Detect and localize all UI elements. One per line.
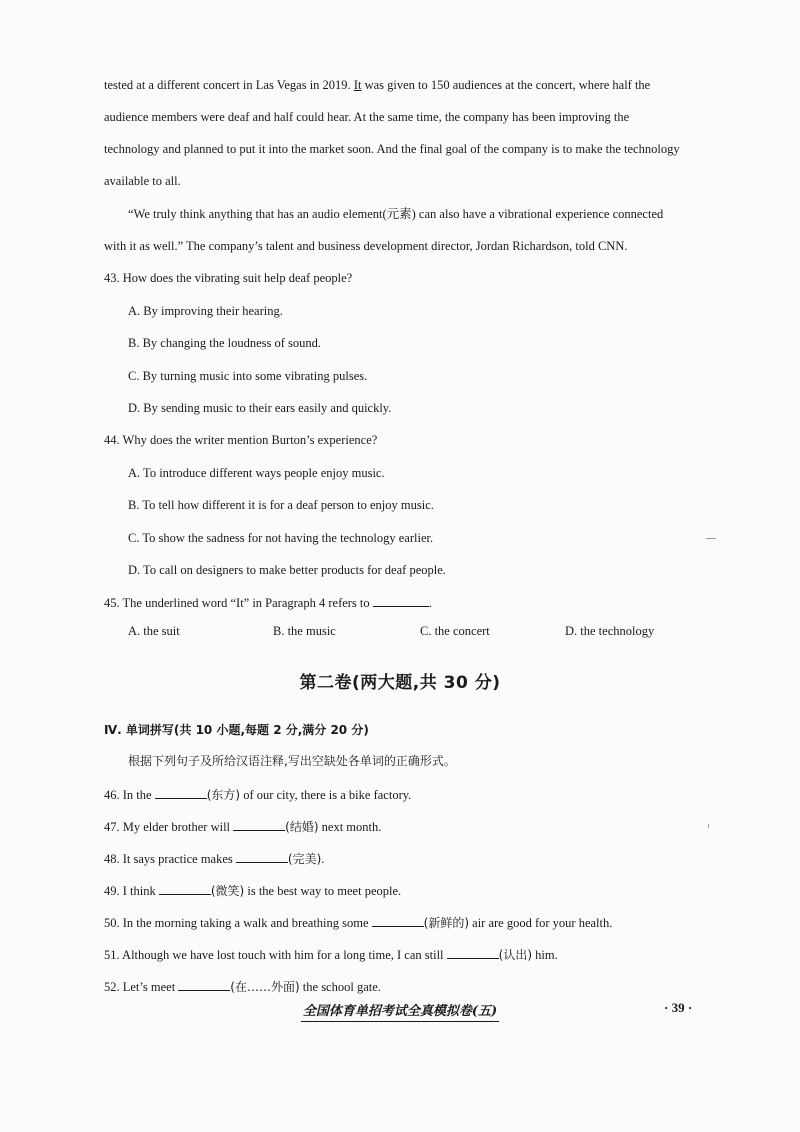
question-49-post: is the best way to meet people. <box>244 884 402 898</box>
section-four-heading: Ⅳ. 单词拼写(共 10 小题,每题 2 分,满分 20 分) <box>104 723 369 737</box>
question-52 <box>104 978 381 995</box>
question-43-option-d: D. By sending music to their ears easily and quickly. <box>128 401 392 415</box>
question-45-stem-text: 45. The underlined word “It” in Paragraph 4 refers to <box>104 596 373 610</box>
question-48-post: . <box>321 852 325 866</box>
footer-title-text: 全国体育单招考试全真模拟卷(五) <box>301 1004 499 1022</box>
scan-speck <box>708 824 709 828</box>
question-46-pre: 46. In the <box>104 788 155 802</box>
page-number: · 39 · <box>664 1000 693 1015</box>
question-44-option-b: B. To tell how different it is for a deaf person to enjoy music. <box>128 498 434 512</box>
question-47-pre: 47. My elder brother will <box>104 820 234 834</box>
question-48-pre: 48. It says practice makes <box>104 852 236 866</box>
question-51-post: him. <box>532 948 558 962</box>
question-51-hint: (认出) <box>498 948 533 962</box>
question-51 <box>104 946 558 963</box>
question-44-option-c: C. To show the sadness for not having the technology earlier. <box>128 531 434 545</box>
question-52-post: the school gate. <box>299 980 381 994</box>
question-50-hint: (新鲜的) <box>423 916 470 930</box>
question-46 <box>104 786 411 803</box>
question-45-option-b: B. the music <box>273 624 336 638</box>
answer-blank <box>373 594 429 607</box>
passage-line-1 <box>104 77 650 93</box>
question-47 <box>104 818 381 835</box>
question-46-post: of our city, there is a bike factory. <box>240 788 412 802</box>
scan-speck <box>706 538 716 539</box>
section-four-instruction: 根据下列句子及所给汉语注释,写出空缺处各单词的正确形式。 <box>128 754 456 768</box>
passage-line-2: audience members were deaf and half could hear. At the same time, the company has been improving the <box>104 110 630 124</box>
question-48-hint: (完美) <box>287 852 322 866</box>
answer-blank <box>447 946 499 959</box>
passage-text: was given to 150 audiences at the concert, where half the <box>361 78 651 92</box>
question-44-option-a: A. To introduce different ways people enjoy music. <box>128 466 385 480</box>
question-51-pre: 51. Although we have lost touch with him for a long time, I can still <box>104 948 447 962</box>
answer-blank <box>236 850 288 863</box>
question-45-stem <box>104 594 432 611</box>
question-45-option-d: D. the technology <box>565 624 655 638</box>
question-52-pre: 52. Let’s meet <box>104 980 179 994</box>
question-45-option-c: C. the concert <box>420 624 490 638</box>
question-43-option-c: C. By turning music into some vibrating pulses. <box>128 369 368 383</box>
question-44-stem: 44. Why does the writer mention Burton’s experience? <box>104 433 378 447</box>
question-50-pre: 50. In the morning taking a walk and breathing some <box>104 916 372 930</box>
passage-text: tested at a different concert in Las Vegas in 2019. <box>104 78 354 92</box>
question-52-hint: (在……外面) <box>230 980 300 994</box>
question-47-post: next month. <box>318 820 382 834</box>
question-48 <box>104 850 324 867</box>
question-49 <box>104 882 401 899</box>
quote-line-1: “We truly think anything that has an audio element(元素) can also have a vibrational experience connected <box>128 207 664 221</box>
question-44-option-d: D. To call on designers to make better products for deaf people. <box>128 563 446 577</box>
answer-blank <box>233 818 285 831</box>
question-45-option-a: A. the suit <box>128 624 180 638</box>
passage-line-4: available to all. <box>104 174 181 188</box>
answer-blank <box>372 914 424 927</box>
question-43-option-b: B. By changing the loudness of sound. <box>128 336 322 350</box>
question-43-option-a: A. By improving their hearing. <box>128 304 283 318</box>
answer-blank <box>159 882 211 895</box>
passage-line-3: technology and planned to put it into the market soon. And the final goal of the company is to make the technology <box>104 142 680 156</box>
question-50-post: air are good for your health. <box>469 916 613 930</box>
question-49-hint: (微笑) <box>210 884 245 898</box>
underlined-it: It <box>353 78 362 92</box>
quote-line-2: with it as well.” The company’s talent and business development director, Jordan Richardson, told CNN. <box>104 239 628 253</box>
question-45-stem-end: . <box>428 596 432 610</box>
question-43-stem: 43. How does the vibrating suit help deaf people? <box>104 271 353 285</box>
question-46-hint: (东方) <box>206 788 241 802</box>
answer-blank <box>178 978 230 991</box>
answer-blank <box>155 786 207 799</box>
question-49-pre: 49. I think <box>104 884 159 898</box>
part-two-title: 第二卷(两大题,共 30 分) <box>299 673 501 693</box>
question-50 <box>104 914 612 931</box>
question-47-hint: (结婚) <box>285 820 319 834</box>
question-45-options <box>0 624 800 642</box>
